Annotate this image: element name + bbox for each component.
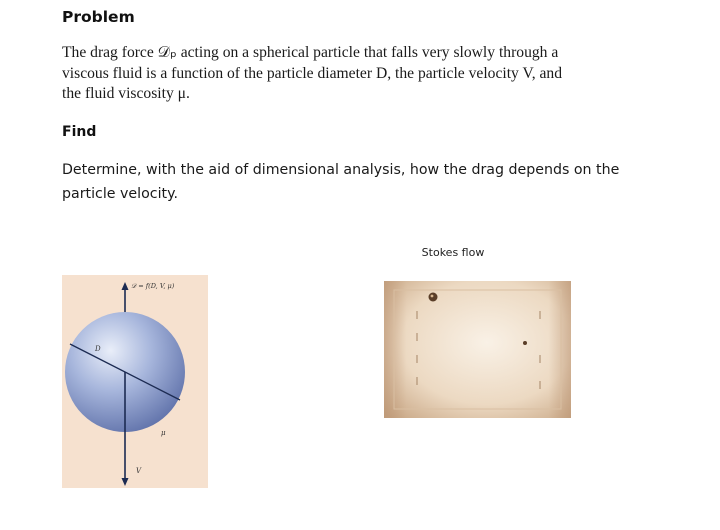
viscosity-label: μ bbox=[161, 429, 166, 437]
velocity-label: V bbox=[136, 467, 142, 475]
stokes-flow-photo bbox=[384, 281, 571, 418]
large-particle-highlight bbox=[431, 295, 434, 298]
problem-heading: Problem bbox=[62, 8, 135, 26]
large-particle bbox=[429, 293, 438, 302]
drag-arrowhead bbox=[122, 282, 129, 290]
find-line-1: Determine, with the aid of dimensional analysis, how the drag depends on the bbox=[62, 162, 620, 178]
drag-equation-label: 𝒟 = f(D, V, μ) bbox=[131, 282, 175, 290]
stokes-flow-photo-svg bbox=[384, 281, 571, 418]
problem-line-1: The drag force 𝒟ₚ acting on a spherical particle that falls very slowly through a bbox=[62, 44, 559, 61]
sphere-diagram-svg bbox=[62, 275, 208, 488]
find-statement bbox=[62, 158, 682, 206]
problem-line-2: viscous fluid is a function of the particle diameter D, the particle velocity V, and bbox=[62, 64, 563, 82]
find-line-2: particle velocity. bbox=[62, 186, 178, 202]
find-heading: Find bbox=[62, 124, 97, 140]
stokes-flow-caption: Stokes flow bbox=[421, 246, 485, 259]
problem-line-3: the fluid viscosity μ. bbox=[62, 85, 190, 102]
problem-statement bbox=[62, 43, 682, 105]
photo-edge-shading bbox=[384, 281, 571, 418]
velocity-arrowhead bbox=[122, 478, 129, 486]
sphere-diagram bbox=[62, 275, 208, 488]
small-particle bbox=[523, 341, 527, 345]
diameter-label: D bbox=[95, 345, 101, 353]
